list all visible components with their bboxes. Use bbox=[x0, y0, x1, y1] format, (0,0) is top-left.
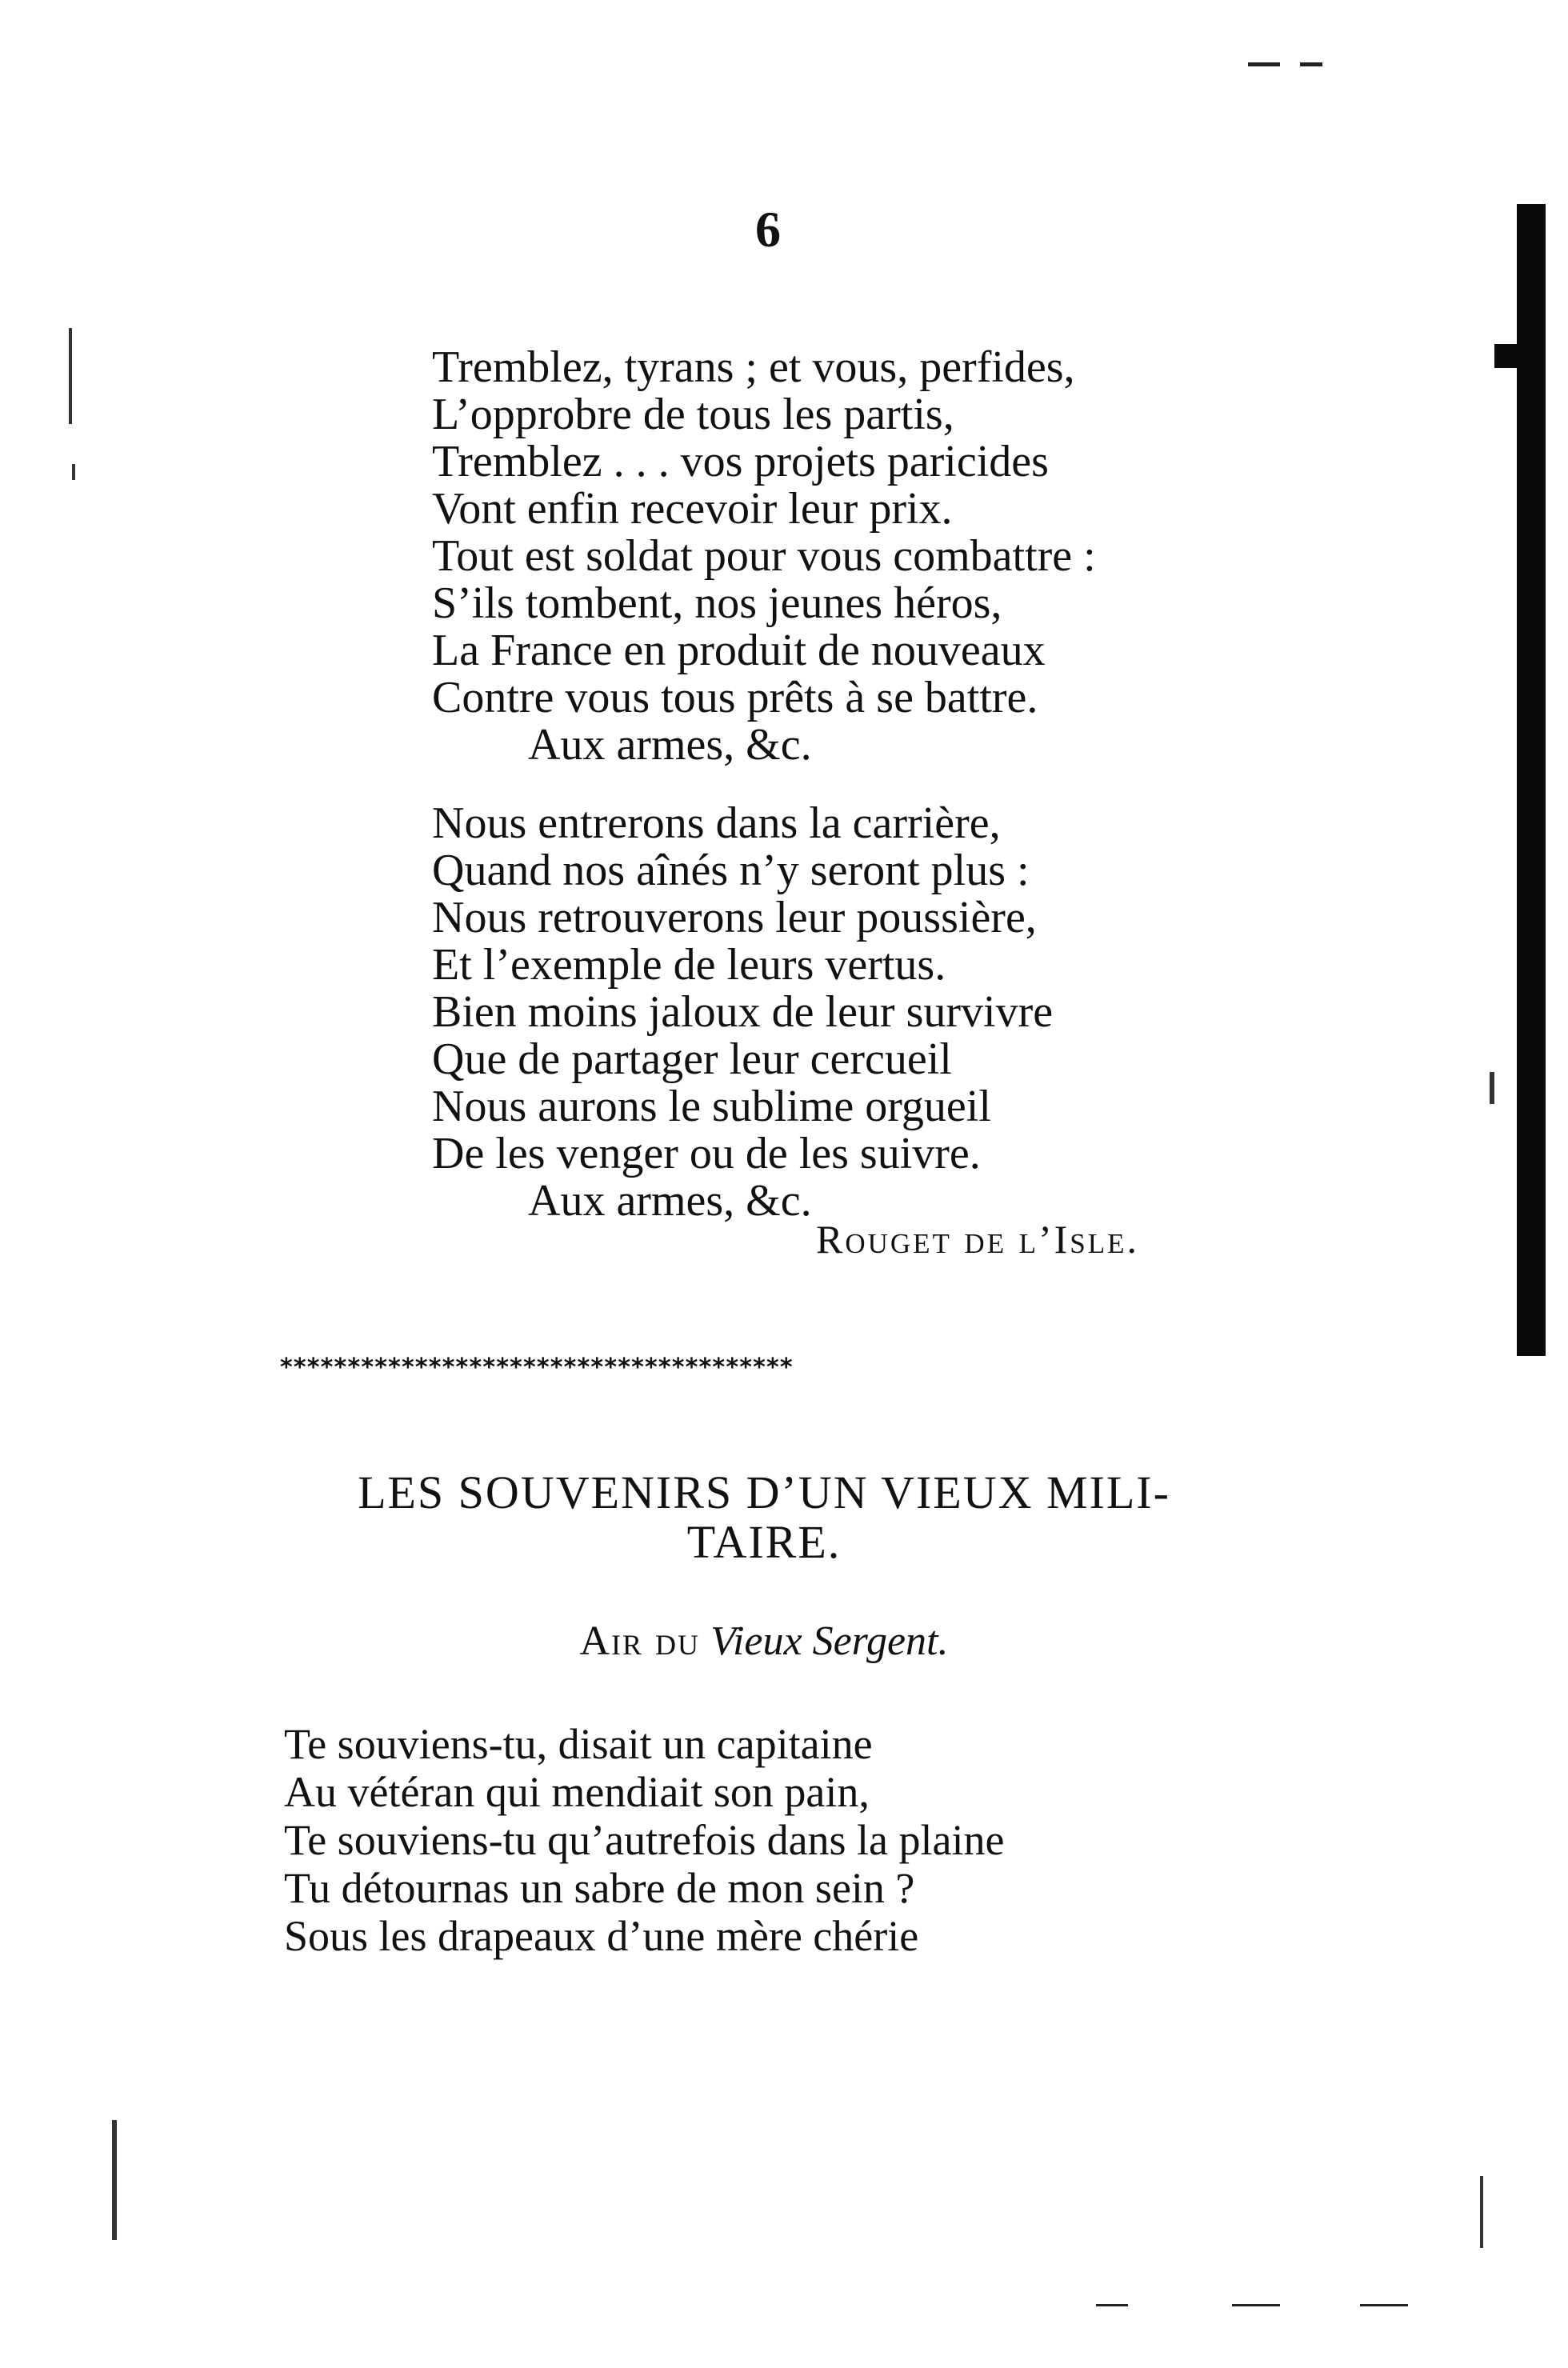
verse-line: Te souviens-tu, disait un capitaine bbox=[284, 1720, 873, 1768]
scan-margin-mark bbox=[1490, 1072, 1494, 1104]
verse-line: Nous retrouverons leur poussière, bbox=[432, 893, 1037, 942]
verse-line: Tremblez . . . vos projets paricides bbox=[432, 437, 1049, 486]
scan-edge-dash bbox=[1096, 2304, 1128, 2306]
air-indication bbox=[264, 1618, 1264, 1665]
scan-edge-notch bbox=[1494, 344, 1518, 368]
stanza-2 bbox=[432, 800, 1053, 1225]
verse-line: Tu détournas un sabre de mon sein ? bbox=[284, 1864, 915, 1912]
verse-line: Sous les drapeaux d’une mère chérie bbox=[284, 1912, 919, 1960]
scan-margin-mark bbox=[112, 2120, 117, 2240]
verse-line: Quand nos aînés n’y seront plus : bbox=[432, 846, 1030, 895]
song-stanza-1 bbox=[284, 1720, 1004, 1960]
verse-line: Te souviens-tu qu’autrefois dans la plaine bbox=[284, 1816, 1005, 1864]
verse-line: De les venger ou de les suivre. bbox=[432, 1129, 981, 1178]
verse-line: Contre vous tous prêts à se battre. bbox=[432, 673, 1038, 722]
verse-line: L’opprobre de tous les partis, bbox=[432, 390, 954, 439]
scan-edge-shadow bbox=[1517, 204, 1546, 1356]
air-prefix: Air du bbox=[579, 1618, 701, 1664]
verse-line: Tremblez, tyrans ; et vous, perfides, bbox=[432, 342, 1075, 392]
verse-line: Que de partager leur cercueil bbox=[432, 1034, 952, 1084]
verse-line: La France en produit de nouveaux bbox=[432, 626, 1046, 675]
song-title-line: TAIRE. bbox=[686, 1516, 842, 1568]
song-title bbox=[264, 1468, 1264, 1567]
verse-line: Et l’exemple de leurs vertus. bbox=[432, 940, 946, 990]
verse-line: Au vétéran qui mendiait son pain, bbox=[284, 1768, 870, 1816]
verse-line: Nous entrerons dans la carrière, bbox=[432, 798, 1001, 848]
scan-margin-mark bbox=[1480, 2176, 1483, 2248]
verse-line: Nous aurons le sublime orgueil bbox=[432, 1082, 991, 1131]
scan-margin-mark bbox=[69, 328, 72, 424]
page-number: 6 bbox=[755, 201, 781, 258]
author-signature: Rouget de l’Isle. bbox=[816, 1217, 1139, 1262]
refrain-line: Aux armes, &c. bbox=[528, 720, 812, 770]
scan-margin-mark bbox=[72, 464, 75, 480]
refrain-line: Aux armes, &c. bbox=[528, 1176, 812, 1226]
verse-line: Tout est soldat pour vous combattre : bbox=[432, 531, 1096, 581]
scan-edge-dash bbox=[1360, 2304, 1408, 2306]
scan-edge-dash bbox=[1248, 62, 1280, 66]
air-title: Vieux Sergent. bbox=[710, 1618, 949, 1664]
scan-edge-dash bbox=[1300, 62, 1322, 66]
verse-line: Vont enfin recevoir leur prix. bbox=[432, 484, 953, 534]
scan-edge-dash bbox=[1232, 2304, 1280, 2306]
stanza-1 bbox=[432, 344, 1096, 769]
asterisk-separator: ************************************** bbox=[280, 1354, 794, 1382]
song-title-line: LES SOUVENIRS D’UN VIEUX MILI- bbox=[358, 1466, 1170, 1518]
verse-line: Bien moins jaloux de leur survivre bbox=[432, 987, 1054, 1037]
verse-line: S’ils tombent, nos jeunes héros, bbox=[432, 578, 1002, 628]
